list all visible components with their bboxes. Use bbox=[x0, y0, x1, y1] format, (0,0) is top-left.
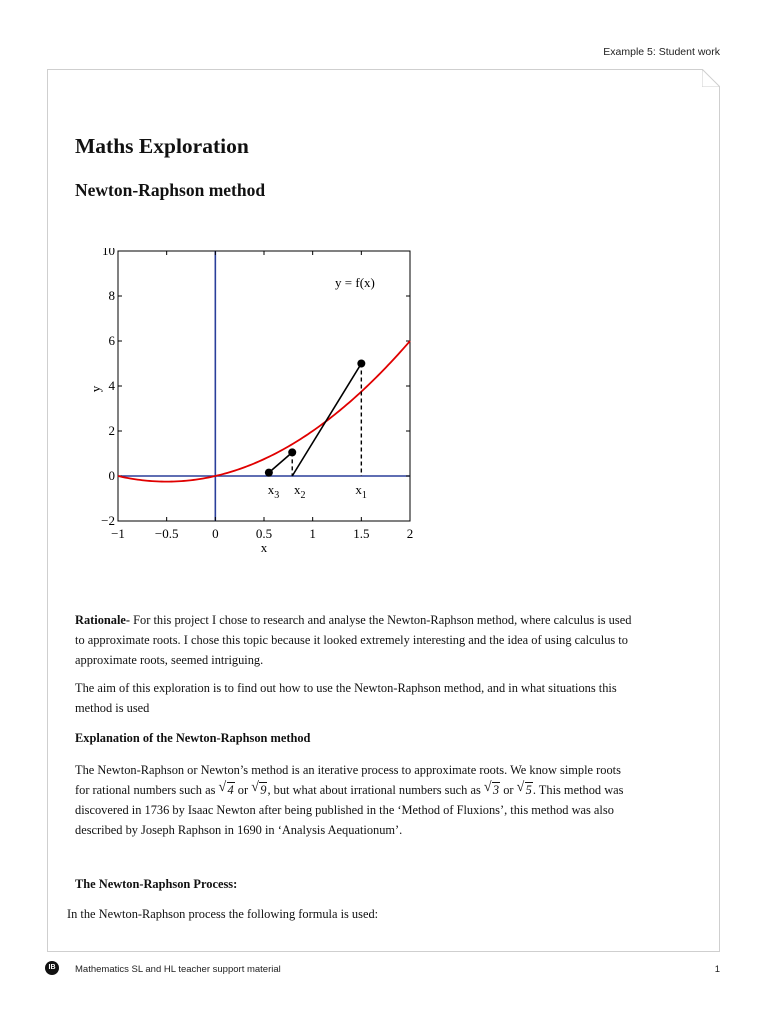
rationale-paragraph bbox=[75, 610, 635, 670]
or-text-1: or bbox=[234, 783, 252, 797]
sqrt-5-expression: √ 5 bbox=[516, 780, 532, 797]
point-label: $x_2$ bbox=[294, 482, 306, 501]
explanation-text-1: The Newton-Raphson or Newton’s method is an iterative process to approximate roots. We know simple roots for rational numbers such as bbox=[75, 763, 621, 797]
iteration-point bbox=[357, 360, 365, 368]
explanation-text-3: . This method was discovered in 1736 by Isaac Newton after being published in the ‘Method of Fluxions’, this method was also described by Joseph Raphson in 1690 in ‘Analysis Aequationum’. bbox=[75, 783, 624, 837]
x-tick-label: −1 bbox=[111, 526, 125, 541]
rationale-label: Rationale- bbox=[75, 613, 131, 627]
explanation-paragraph bbox=[75, 760, 635, 840]
x-tick-label: 0 bbox=[212, 526, 219, 541]
tangent-line bbox=[292, 364, 361, 477]
point-label: $x_1$ bbox=[355, 482, 367, 501]
explanation-heading: Explanation of the Newton-Raphson method bbox=[75, 731, 311, 745]
aim-paragraph: The aim of this exploration is to find out how to use the Newton-Raphson method, and in what situations this method is used bbox=[75, 681, 617, 715]
x-tick-label: 1 bbox=[309, 526, 316, 541]
iteration-point bbox=[288, 448, 296, 456]
sqrt-9-arg: 9 bbox=[260, 783, 267, 797]
page-fold-corner bbox=[702, 69, 720, 87]
y-tick-label: 8 bbox=[108, 288, 115, 303]
y-tick-label: 2 bbox=[108, 423, 115, 438]
curve-label: y = f(x) bbox=[335, 275, 375, 290]
page-title: Maths Exploration bbox=[75, 134, 249, 158]
x-axis-label: x bbox=[260, 540, 268, 555]
document-page bbox=[47, 69, 720, 952]
y-tick-label: 6 bbox=[108, 333, 115, 348]
iteration-point bbox=[265, 469, 273, 477]
y-tick-label: 4 bbox=[108, 378, 115, 393]
x-tick-label: 0.5 bbox=[255, 526, 273, 541]
ib-logo: IB bbox=[45, 961, 59, 975]
page-number: 1 bbox=[714, 964, 720, 975]
or-text-2: or bbox=[500, 783, 517, 797]
y-tick-label: 10 bbox=[102, 248, 115, 258]
page-subtitle: Newton-Raphson method bbox=[75, 180, 266, 200]
function-curve bbox=[118, 341, 410, 482]
sqrt-9-expression: √ 9 bbox=[251, 780, 267, 797]
y-tick-label: −2 bbox=[101, 513, 115, 528]
process-heading: The Newton-Raphson Process: bbox=[75, 877, 238, 891]
rationale-text: For this project I chose to research and analyse the Newton-Raphson method, where calculus is used to approximate roots. I chose this topic because it looked extremely interesting and the idea of using calculus to approximate roots, seemed intriguing. bbox=[75, 613, 632, 667]
y-axis-label: y bbox=[88, 385, 103, 393]
y-tick-label: 0 bbox=[108, 468, 115, 483]
x-tick-label: 1.5 bbox=[353, 526, 370, 541]
sqrt-5-arg: 5 bbox=[525, 783, 532, 797]
header-label: Example 5: Student work bbox=[603, 46, 720, 58]
point-label: $x_3$ bbox=[267, 482, 280, 501]
sqrt-4-expression: √ 4 bbox=[218, 780, 234, 797]
process-text: In the Newton-Raphson process the following formula is used: bbox=[67, 907, 379, 921]
sqrt-3-arg: 3 bbox=[492, 783, 500, 797]
x-tick-label: −0.5 bbox=[154, 526, 179, 541]
footer-text: Mathematics SL and HL teacher support material bbox=[75, 964, 281, 975]
sqrt-4-arg: 4 bbox=[227, 783, 234, 797]
sqrt-3-expression: √ 3 bbox=[483, 780, 500, 797]
explanation-text-2: , but what about irrational numbers such as bbox=[267, 783, 484, 797]
newton-raphson-figure bbox=[86, 248, 426, 568]
x-tick-label: 2 bbox=[406, 526, 414, 541]
